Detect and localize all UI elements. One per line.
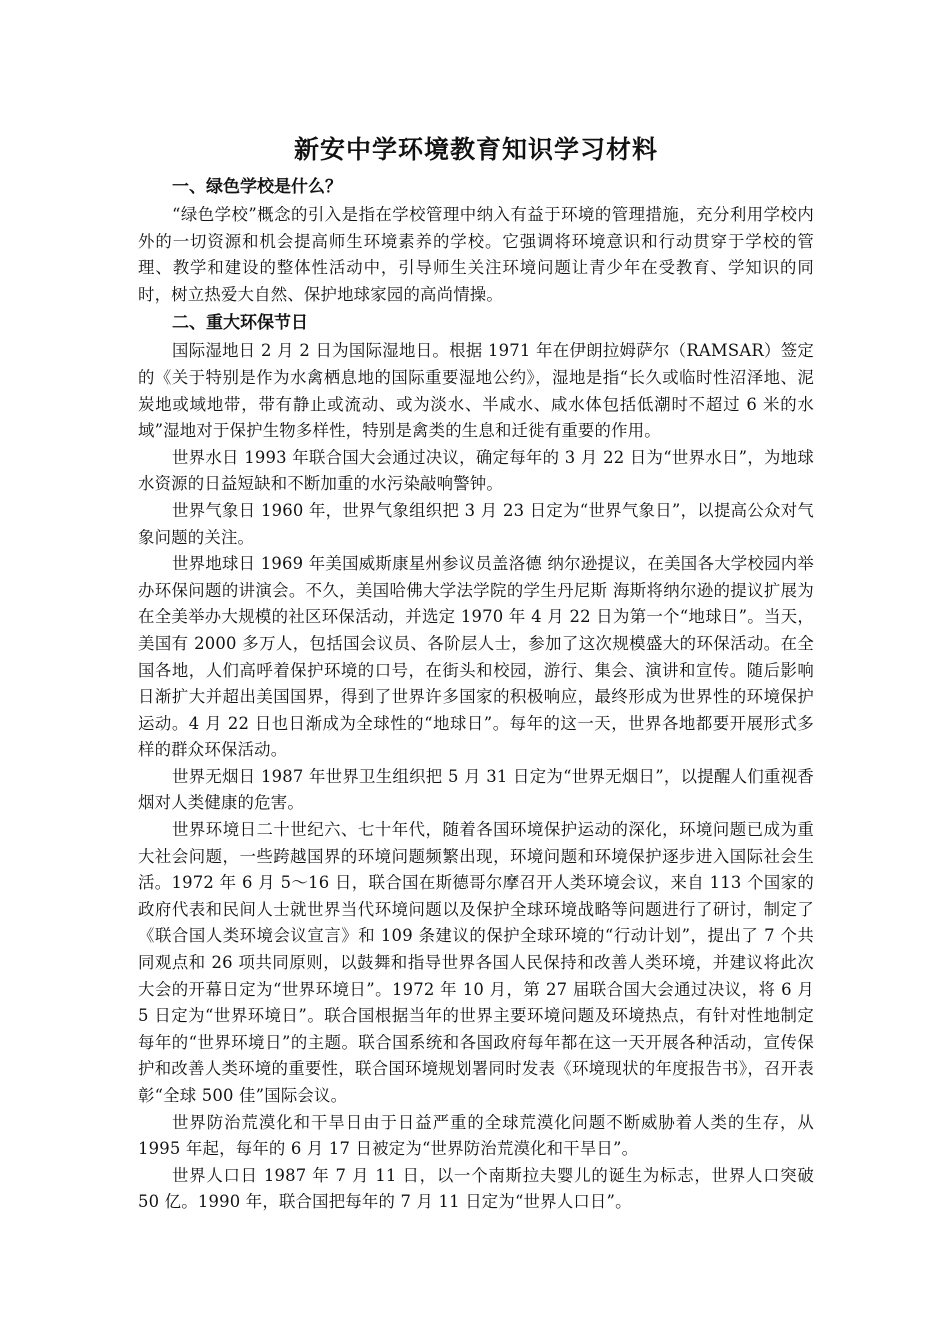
paragraph-water-day: 世界水日 1993 年联合国大会通过决议，确定每年的 3 月 22 日为“世界水日”，为地球水资源的日益短缺和不断加重的水污染敲响警钟。 [138,447,814,494]
paragraph-meteorological-day: 世界气象日 1960 年，世界气象组织把 3 月 23 日定为“世界气象日”，以提高公众对气象问题的关注。 [138,500,814,547]
paragraph-environment-day: 世界环境日二十世纪六、七十年代，随着各国环境保护运动的深化，环境问题已成为重大社会问题，一些跨越国界的环境问题频繁出现，环境问题和环境保护逐步进入国际社会生活。1972 年 6 月 5～16 日，联合国在斯德哥尔摩召开人类环境会议，来自 113 个国家的政府代表和民间人士就世界当代环境问题以及保护全球环境战略等问题进行了研讨，制定了《联合国人类环境会议宣言》和 109 条建议的保护全球环境的“行动计划”，提出了 7 个共同观点和 26 项共同原则，以鼓舞和指导世界各国人民保持和改善人类环境，并建议将此次大会的开幕日定为“世界环境日”。1972 年 10 月，第 27 届联合国大会通过决议，将 6 月 5 日定为“世界环境日”。联合国根据当年的世界主要环境问题及环境热点，有针对性地制定每年的“世界环境日”的主题。联合国系统和各国政府每年都在这一天开展各种活动，宣传保护和改善人类环境的重要性，联合国环境规划署同时发表《环境现状的年度报告书》，召开表彰“全球 500 佳”国际会议。 [138,820,814,1105]
paragraph-population-day: 世界人口日 1987 年 7 月 11 日，以一个南斯拉夫婴儿的诞生为标志，世界人口突破 50 亿。1990 年，联合国把每年的 7 月 11 日定为“世界人口日”。 [138,1165,814,1212]
paragraph-no-tobacco-day: 世界无烟日 1987 年世界卫生组织把 5 月 31 日定为“世界无烟日”，以提醒人们重视香烟对人类健康的危害。 [138,766,814,813]
paragraph-desertification-day: 世界防治荒漠化和干旱日由于日益严重的全球荒漠化问题不断威胁着人类的生存，从 1995 年起，每年的 6 月 17 日被定为“世界防治荒漠化和干旱日”。 [138,1112,814,1159]
paragraph-earth-day: 世界地球日 1969 年美国威斯康星州参议员盖洛德 纳尔逊提议，在美国各大学校园内举办环保问题的讲演会。不久，美国哈佛大学法学院的学生丹尼斯 海斯将纳尔逊的提议扩展为在全美举办大规模的社区环保活动，并选定 1970 年 4 月 22 日为第一个“地球日”。当天，美国有 2000 多万人，包括国会议员、各阶层人士，参加了这次规模盛大的环保活动。在全国各地，人们高呼着保护环境的口号，在街头和校园，游行、集会、演讲和宣传。随后影响日渐扩大并超出美国国界，得到了世界许多国家的积极响应，最终形成为世界性的环境保护运动。4 月 22 日也日渐成为全球性的“地球日”。每年的这一天，世界各地都要开展形式多样的群众环保活动。 [138,554,814,760]
paragraph-wetlands-day: 国际湿地日 2 月 2 日为国际湿地日。根据 1971 年在伊朗拉姆萨尔（RAMSAR）签定的《关于特别是作为水禽栖息地的国际重要湿地公约》，湿地是指“长久或临时性沼泽地、泥炭地或域地带，带有静止或流动、或为淡水、半咸水、咸水体包括低潮时不超过 6 米的水域”湿地对于保护生物多样性，特别是禽类的生息和迁徙有重要的作用。 [138,341,814,441]
section-heading-green-school: 一、绿色学校是什么？ [172,177,342,197]
section-heading-environmental-days: 二、重大环保节日 [172,313,308,334]
document-title: 新安中学环境教育知识学习材料 [293,135,658,164]
document-page [138,130,814,1216]
paragraph-green-school: “绿色学校”概念的引入是指在学校管理中纳入有益于环境的管理措施，充分利用学校内外的一切资源和机会提高师生环境素养的学校。它强调将环境意识和行动贯穿于学校的管理、教学和建设的整体性活动中，引导师生关注环境问题让青少年在受教育、学知识的同时，树立热爱大自然、保护地球家园的高尚情操。 [138,205,814,304]
